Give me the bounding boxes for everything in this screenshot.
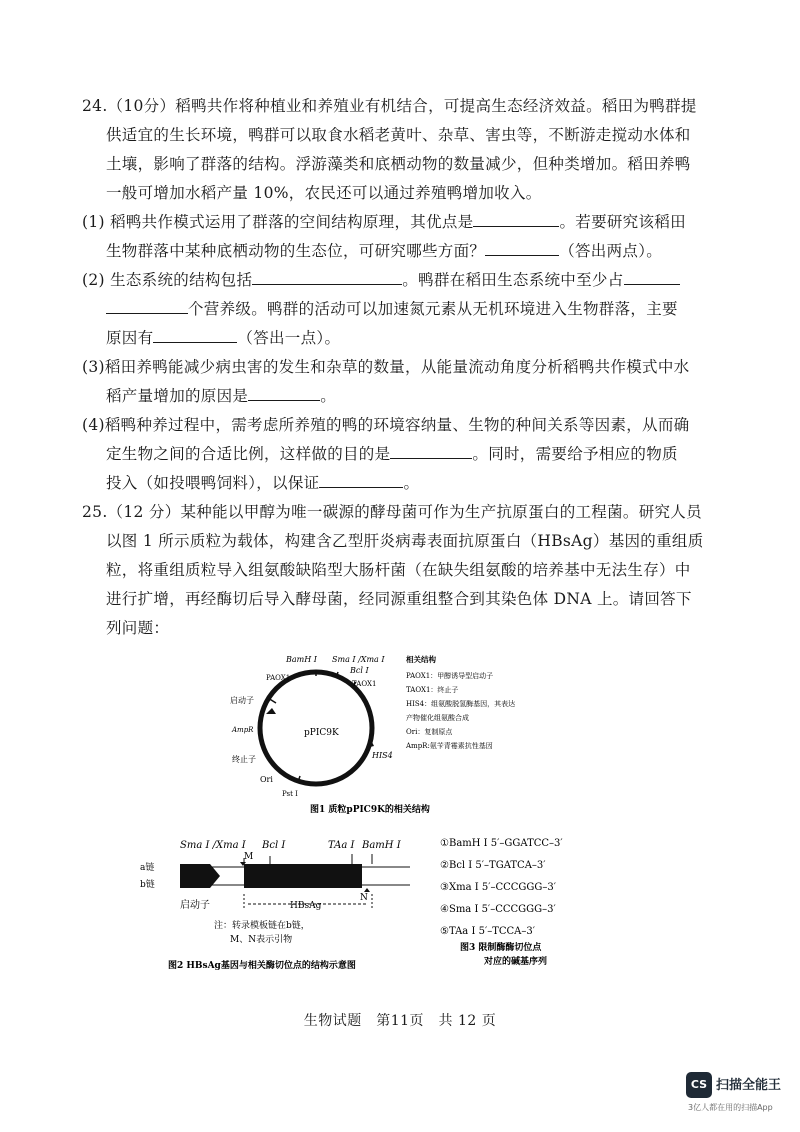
restriction-site-1: ①BamH Ⅰ 5′–GGATCC–3′ bbox=[440, 838, 563, 849]
fig2-site-taa: TAa Ⅰ bbox=[328, 840, 355, 851]
q24-line-3: 土壤，影响了群落的结构。浮游藻类和底栖动物的数量减少，但种类增加。稻田养鸭 bbox=[106, 155, 691, 173]
figure-2-caption: 图2 HBsAg基因与相关酶切位点的结构示意图 bbox=[168, 961, 356, 971]
label-ori: Ori bbox=[260, 775, 273, 784]
primer-m-label: M bbox=[244, 852, 254, 862]
q24-part-4-text-c: 。同时，需要给予相应的物质 bbox=[472, 445, 678, 463]
restriction-site-2: ②Bcl Ⅰ 5′–TGATCA–3′ bbox=[440, 860, 546, 871]
figure-3-restriction-sites bbox=[440, 838, 563, 967]
answer-blank bbox=[390, 440, 472, 459]
brand-tagline: 3亿人都在用的扫描App bbox=[688, 1103, 773, 1112]
fig2-site-bamhi: BamH Ⅰ bbox=[362, 840, 401, 851]
q24-part-3-text-c: 。 bbox=[320, 387, 337, 405]
fig2-site-bcl: Bcl Ⅰ bbox=[262, 840, 286, 851]
label-terminator: 终止子 bbox=[232, 755, 256, 764]
q24-part-2-text-a: (2) 生态系统的结构包括 bbox=[82, 271, 253, 289]
q24-part-2-line-2 bbox=[82, 295, 682, 324]
q24-part-4-text-b: 定生物之间的合适比例，这样做的目的是 bbox=[106, 445, 391, 463]
answer-blank bbox=[153, 324, 237, 343]
q24-part-2-text-e: （答出一点）。 bbox=[237, 329, 341, 347]
label-paox: PAOX1 bbox=[266, 674, 291, 682]
answer-blank bbox=[248, 382, 320, 401]
restriction-site-5: ⑤TAa Ⅰ 5′–TCCA–3′ bbox=[440, 926, 536, 937]
question-24 bbox=[82, 92, 697, 498]
answer-blank bbox=[485, 237, 559, 256]
q24-part-4-line-2 bbox=[82, 440, 682, 469]
page-footer: 生物试题 第11页 共 12 页 bbox=[303, 1013, 497, 1029]
restriction-site-3: ③Xma Ⅰ 5′–CCCGGG–3′ bbox=[440, 882, 557, 893]
answer-blank bbox=[473, 208, 559, 227]
q24-part-3-line-2 bbox=[82, 382, 682, 411]
answer-blank bbox=[319, 469, 403, 488]
q24-part-4-text-e: 。 bbox=[403, 474, 420, 492]
q24-part-1-text-a: (1) 稻鸭共作模式运用了群落的空间结构原理，其优点是 bbox=[82, 213, 474, 231]
promoter-arrow-icon bbox=[180, 864, 220, 888]
hbsag-label: HBsAg bbox=[290, 901, 322, 911]
q24-part-4-line-1: (4)稻鸭种养过程中，需考虑所养殖的鸭的环境容纳量、生物的种间关系等因素，从而确 bbox=[82, 416, 690, 434]
answer-blank bbox=[624, 266, 680, 285]
site-bcl: Bcl Ⅰ bbox=[350, 666, 369, 675]
q25-line-2: 以图 1 所示质粒为载体，构建含乙型肝炎病毒表面抗原蛋白（HBsAg）基因的重组质 bbox=[106, 532, 704, 550]
q24-part-2-line-1 bbox=[82, 266, 682, 295]
q24-part-2-text-b: 。鸭群在稻田生态系统中至少占 bbox=[402, 271, 624, 289]
fig2-promoter-label: 启动子 bbox=[180, 900, 210, 911]
figure-3-caption-2: 对应的碱基序列 bbox=[484, 957, 548, 967]
scanner-watermark bbox=[676, 1072, 796, 1128]
legend-title: 相关结构 bbox=[406, 655, 436, 664]
q24-part-1-line-2 bbox=[82, 237, 682, 266]
figure-1-caption: 图1 质粒pPIC9K的相关结构 bbox=[310, 805, 430, 815]
restriction-site-4: ④Sma Ⅰ 5′–CCCGGG–3′ bbox=[440, 904, 556, 915]
hbsag-gene-block bbox=[244, 864, 362, 888]
site-bamhi: BamH Ⅰ bbox=[286, 655, 317, 664]
q25-line-4: 进行扩增，再经酶切后导入酵母菌，经同源重组整合到其染色体 DNA 上。请回答下 bbox=[106, 590, 692, 608]
answer-blank bbox=[252, 266, 402, 285]
q24-part-3-text-b: 稻产量增加的原因是 bbox=[106, 387, 249, 405]
primer-n-arrow-icon bbox=[364, 888, 370, 892]
label-taox: TAOX1 bbox=[352, 680, 377, 688]
brand-name: 扫描全能王 bbox=[716, 1078, 782, 1093]
legend-item: AmpR:氨苄青霉素抗性基因 bbox=[406, 742, 493, 750]
legend-item: TAOX1：终止子 bbox=[406, 686, 459, 694]
q25-line-1: 25.（12 分）某种能以甲醇为唯一碳源的酵母菌可作为生产抗原蛋白的工程菌。研究人员 bbox=[82, 503, 702, 521]
q24-line-2: 供适宜的生长环境，鸭群可以取食水稻老黄叶、杂草、害虫等，不断游走搅动水体和 bbox=[106, 126, 691, 144]
site-smaxma: Sma Ⅰ /Xma Ⅰ bbox=[332, 655, 385, 664]
q24-part-2-line-3 bbox=[82, 324, 682, 353]
plasmid-name: pPIC9K bbox=[304, 728, 339, 738]
q24-part-1-line-1 bbox=[82, 208, 686, 237]
primer-n-label: N bbox=[360, 893, 368, 903]
legend-item: Ori：复制原点 bbox=[406, 728, 453, 736]
q24-line-4: 一般可增加水稻产量 10%，农民还可以通过养殖鸭增加收入。 bbox=[106, 184, 542, 202]
answer-blank bbox=[106, 295, 188, 314]
a-chain-label: a链 bbox=[140, 863, 155, 873]
label-amp: AmpR bbox=[232, 726, 254, 734]
label-his4: HIS4 bbox=[372, 751, 393, 760]
figure-3-caption-1: 图3 限制酶酶切位点 bbox=[460, 943, 542, 953]
label-promoter: 启动子 bbox=[230, 696, 254, 705]
camscanner-logo-icon: CS bbox=[686, 1072, 712, 1098]
legend-item: PAOX1：甲醇诱导型启动子 bbox=[406, 672, 494, 680]
legend-item: HIS4：组氨酸脱氢酶基因，其表达 bbox=[406, 700, 516, 708]
q24-part-3-line-1: (3)稻田养鸭能减少病虫害的发生和杂草的数量，从能量流动角度分析稻鸭共作模式中水 bbox=[82, 358, 690, 376]
fig2-site-smaxma: Sma Ⅰ /Xma Ⅰ bbox=[180, 840, 246, 851]
legend-item: 产物催化组氨酸合成 bbox=[406, 714, 469, 722]
figure-2-gene-map bbox=[140, 828, 740, 978]
q24-part-4-text-d: 投入（如投喂鸭饲料），以保证 bbox=[106, 474, 320, 492]
label-pst: Pst Ⅰ bbox=[282, 790, 298, 798]
fig2-note-2: M、N表示引物 bbox=[230, 935, 293, 945]
q25-line-5: 列问题： bbox=[106, 619, 170, 637]
q24-part-2-text-d: 原因有 bbox=[106, 329, 154, 347]
q24-part-4-line-3 bbox=[82, 469, 682, 498]
question-25 bbox=[82, 498, 704, 643]
q24-part-1-text-b: 。若要研究该稻田 bbox=[559, 213, 686, 231]
fig2-note-1: 注：转录模板链在b链， bbox=[214, 921, 310, 931]
q24-part-1-text-c: 生物群落中某种底栖动物的生态位，可研究哪些方面？ bbox=[106, 242, 486, 260]
amp-arrow-icon bbox=[266, 708, 276, 714]
q24-line-1: 24.（10分）稻鸭共作将种植业和养殖业有机结合，可提高生态经济效益。稻田为鸭群提 bbox=[82, 97, 697, 115]
q25-line-3: 粒，将重组质粒导入组氨酸缺陷型大肠杆菌（在缺失组氨酸的培养基中无法生存）中 bbox=[106, 561, 691, 579]
q24-part-2-text-c: 个营养级。鸭群的活动可以加速氮元素从无机环境进入生物群落，主要 bbox=[188, 300, 678, 318]
q24-part-1-text-d: （答出两点）。 bbox=[559, 242, 663, 260]
figure-1-plasmid bbox=[220, 640, 560, 820]
b-chain-label: b链 bbox=[140, 880, 155, 890]
